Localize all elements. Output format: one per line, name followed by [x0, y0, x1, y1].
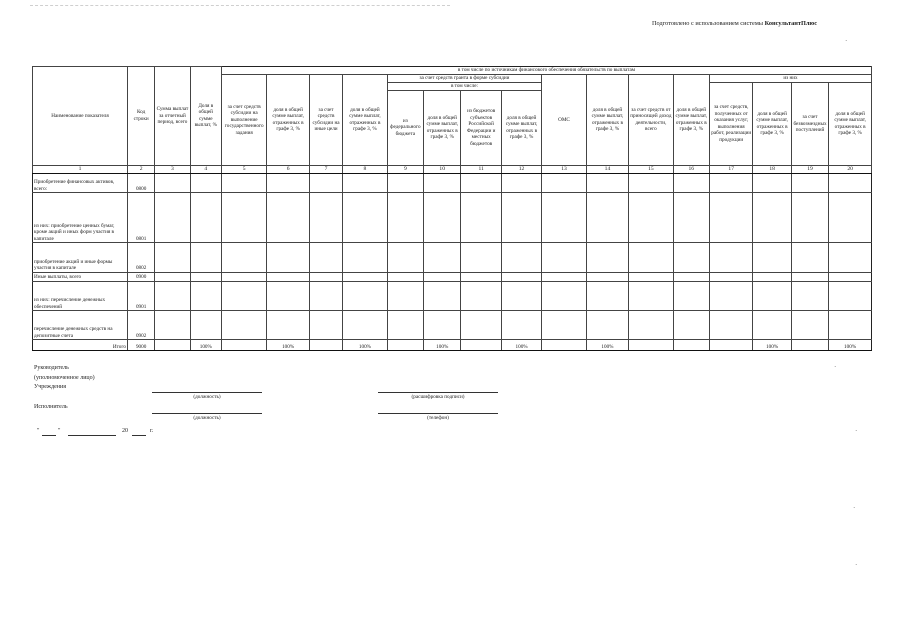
cell	[542, 340, 586, 351]
cell	[709, 340, 752, 351]
position-line-2	[152, 413, 262, 414]
report-table	[32, 66, 872, 351]
cell	[542, 272, 586, 281]
cell	[829, 193, 872, 243]
cell	[461, 174, 501, 193]
stray-mark: ·	[834, 363, 837, 371]
col-number: 20	[829, 165, 872, 173]
cell	[309, 340, 342, 351]
col-number: 14	[586, 165, 628, 173]
col-8-header: доля в общей сумме выплат, отраженных в графе 3, %	[343, 74, 387, 165]
cell	[190, 281, 221, 310]
cell	[343, 174, 387, 193]
cell	[461, 311, 501, 340]
total-pct-col12: 100%	[501, 340, 541, 351]
cell	[155, 272, 190, 281]
date-day-line	[42, 435, 56, 436]
cell	[267, 281, 309, 310]
cell	[753, 272, 791, 281]
cell	[542, 174, 586, 193]
date-quote-close: "	[58, 428, 61, 434]
cell	[542, 193, 586, 243]
cell	[424, 311, 461, 340]
executor-label: Исполнитель	[34, 404, 68, 410]
col-10-header: доля в общей сумме выплат, отраженных в графе 3, %	[424, 90, 461, 165]
cell	[155, 243, 190, 272]
phone-caption: (телефон)	[427, 415, 449, 421]
cell	[709, 174, 752, 193]
cell	[155, 174, 190, 193]
total-pct-col20: 100%	[829, 340, 872, 351]
cell	[791, 174, 828, 193]
cell	[629, 193, 673, 243]
col-number: 11	[461, 165, 501, 173]
cell	[343, 272, 387, 281]
row-code: 0900	[127, 272, 154, 281]
position-caption-2: (должность)	[193, 415, 221, 421]
authorized-label: (уполномоченное лицо)	[34, 375, 95, 381]
top-dashed-line	[30, 5, 450, 6]
total-pct-col8: 100%	[343, 340, 387, 351]
table-row	[33, 311, 872, 340]
cell	[586, 281, 628, 310]
total-pct-col18: 100%	[753, 340, 791, 351]
cell	[753, 311, 791, 340]
cell	[501, 311, 541, 340]
cell	[629, 281, 673, 310]
cell	[343, 281, 387, 310]
row-code: 0901	[127, 281, 154, 310]
cell	[155, 311, 190, 340]
row-name: Приобретение финансовых активов, всего:	[33, 174, 128, 193]
cell	[753, 174, 791, 193]
cell	[221, 281, 266, 310]
cell	[673, 281, 709, 310]
date-month-line	[68, 435, 116, 436]
cell	[629, 340, 673, 351]
row-code: 0800	[127, 174, 154, 193]
cell	[542, 311, 586, 340]
phone-line	[378, 413, 498, 414]
col-13-header: ОМС	[542, 74, 586, 165]
col-number: 19	[791, 165, 828, 173]
cell	[791, 272, 828, 281]
col-number: 18	[753, 165, 791, 173]
cell	[309, 272, 342, 281]
stray-mark: ·	[853, 504, 856, 512]
cell	[343, 311, 387, 340]
date-suffix: г.	[150, 428, 154, 434]
date-year-line	[132, 435, 146, 436]
col-6-header: доля в общей сумме выплат, отраженных в графе 3, %	[267, 74, 309, 165]
cell	[221, 340, 266, 351]
total-pct-col14: 100%	[586, 340, 628, 351]
cell	[829, 281, 872, 310]
cell	[461, 193, 501, 243]
column-numbers-row	[33, 165, 872, 173]
cell	[753, 243, 791, 272]
col-5-header: за счет средств субсидии на выполнение государственного задания	[221, 74, 266, 165]
cell	[309, 243, 342, 272]
row-name: из них: приобретение ценных бумаг, кроме акций и иных форм участия в капитале	[33, 193, 128, 243]
cell	[501, 272, 541, 281]
cell	[190, 193, 221, 243]
col-14-header: доля в общей сумме выплат, отраженных в графе 3, %	[586, 74, 628, 165]
col-name-header: Наименование показателя	[33, 67, 128, 166]
cell	[829, 174, 872, 193]
date-year: 20	[122, 428, 128, 434]
cell	[309, 174, 342, 193]
cell	[221, 272, 266, 281]
cell	[221, 174, 266, 193]
cell	[424, 272, 461, 281]
cell	[190, 272, 221, 281]
table-row	[33, 174, 872, 193]
cell	[753, 193, 791, 243]
total-code: 9000	[127, 340, 154, 351]
cell	[673, 174, 709, 193]
decode-caption: (расшифровка подписи)	[411, 394, 465, 400]
cell	[829, 243, 872, 272]
total-row	[33, 340, 872, 351]
stray-mark: ·	[845, 37, 848, 45]
cell	[586, 174, 628, 193]
cell	[791, 311, 828, 340]
row-code: 0802	[127, 243, 154, 272]
table-row	[33, 193, 872, 243]
cell	[673, 243, 709, 272]
cell	[501, 193, 541, 243]
row-code: 0902	[127, 311, 154, 340]
cell	[155, 193, 190, 243]
col-17-header: за счет средств, полученных от оказания услуг, выполнения работ, реализации продукции	[709, 82, 752, 165]
cell	[586, 311, 628, 340]
cell	[673, 272, 709, 281]
col-code-header: Код строки	[127, 67, 154, 166]
cell	[387, 174, 423, 193]
cell	[424, 243, 461, 272]
cell	[267, 193, 309, 243]
cell	[542, 243, 586, 272]
cell	[629, 311, 673, 340]
stray-mark: ·	[855, 561, 858, 569]
cell	[829, 272, 872, 281]
row-name: приобретение акций и иные формы участия в капитале	[33, 243, 128, 272]
position-line-1	[152, 392, 262, 393]
header-note	[652, 20, 817, 27]
col-18-header: доля в общей сумме выплат, отраженных в графе 3, %	[753, 82, 791, 165]
cell	[155, 281, 190, 310]
col-9-header: из федерального бюджета	[387, 90, 423, 165]
row-name: Иные выплаты, всего	[33, 272, 128, 281]
col-number: 3	[155, 165, 190, 173]
cell	[267, 243, 309, 272]
cell	[709, 243, 752, 272]
total-pct-col4: 100%	[190, 340, 221, 351]
col-number: 13	[542, 165, 586, 173]
total-label: Итого	[33, 340, 128, 351]
col-number: 4	[190, 165, 221, 173]
cell	[387, 311, 423, 340]
cell	[190, 174, 221, 193]
position-caption-1: (должность)	[193, 394, 221, 400]
cell	[387, 340, 423, 351]
cell	[673, 340, 709, 351]
grant-header: за счет средств гранта в форме субсидии	[387, 74, 542, 82]
institution-label: Учреждения	[34, 384, 66, 390]
cell	[387, 243, 423, 272]
cell	[461, 243, 501, 272]
cell	[387, 281, 423, 310]
col-number: 10	[424, 165, 461, 173]
col-7-header: за счет средств субсидии на иные цели	[309, 74, 342, 165]
cell	[709, 193, 752, 243]
cell	[221, 193, 266, 243]
cell	[155, 340, 190, 351]
col-number: 17	[709, 165, 752, 173]
cell	[309, 193, 342, 243]
col-20-header: доля в общей сумме выплат, отраженных в графе 3, %	[829, 82, 872, 165]
cell	[791, 243, 828, 272]
col-12-header: доля в общей сумме выплат, отраженных в графе 3, %	[501, 90, 541, 165]
table-row	[33, 281, 872, 310]
col-11-header: из бюджетов субъектов Российской Федерации и местных бюджетов	[461, 90, 501, 165]
cell	[221, 311, 266, 340]
cell	[501, 174, 541, 193]
cell	[709, 281, 752, 310]
cell	[309, 281, 342, 310]
header-note-text: Подготовлено с использованием системы	[652, 20, 765, 27]
col-number: 1	[33, 165, 128, 173]
cell	[709, 272, 752, 281]
cell	[709, 311, 752, 340]
table-row	[33, 243, 872, 272]
col-16-header: доля в общей сумме выплат, отраженных в графе 3, %	[673, 74, 709, 165]
cell	[791, 281, 828, 310]
cell	[673, 193, 709, 243]
cell	[829, 311, 872, 340]
cell	[461, 281, 501, 310]
col-sum-header: Сумма выплат за отчетный период, всего	[155, 67, 190, 166]
cell	[501, 243, 541, 272]
sources-header: в том числе по источникам финансового обеспечения обязательств по выплатам	[221, 67, 871, 75]
cell	[190, 311, 221, 340]
cell	[267, 311, 309, 340]
cell	[542, 281, 586, 310]
col-number: 12	[501, 165, 541, 173]
cell	[629, 272, 673, 281]
col-number: 9	[387, 165, 423, 173]
cell	[791, 193, 828, 243]
cell	[586, 272, 628, 281]
cell	[586, 243, 628, 272]
cell	[753, 281, 791, 310]
col-15-header: за счет средств от приносящей доход деятельности, всего	[629, 74, 673, 165]
cell	[629, 243, 673, 272]
date-quote-open: "	[37, 428, 40, 434]
col-number: 15	[629, 165, 673, 173]
col-number: 5	[221, 165, 266, 173]
col-number: 6	[267, 165, 309, 173]
cell	[673, 311, 709, 340]
cell	[424, 193, 461, 243]
cell	[343, 193, 387, 243]
cell	[387, 193, 423, 243]
cell	[791, 340, 828, 351]
cell	[629, 174, 673, 193]
cell	[190, 243, 221, 272]
row-name: перечисление денежных средств на депозитные счета	[33, 311, 128, 340]
cell	[461, 340, 501, 351]
decode-line	[378, 392, 498, 393]
total-pct-col10: 100%	[424, 340, 461, 351]
cell	[267, 174, 309, 193]
stray-mark: ·	[855, 427, 858, 435]
cell	[424, 174, 461, 193]
cell	[221, 243, 266, 272]
col-19-header: за счет безвозмездных поступлений	[791, 82, 828, 165]
row-code: 0801	[127, 193, 154, 243]
col-number: 7	[309, 165, 342, 173]
col-number: 2	[127, 165, 154, 173]
head-label: Руководитель	[34, 365, 69, 371]
header-note-brand: КонсультантПлюс	[764, 20, 818, 27]
col-share-header: Доля в общей сумме выплат, %	[190, 67, 221, 166]
incl-header: в том числе:	[387, 82, 542, 90]
cell	[267, 272, 309, 281]
row-name: из них: перечисление денежных обеспечений	[33, 281, 128, 310]
from-them-header: из них	[709, 74, 871, 82]
cell	[309, 311, 342, 340]
cell	[501, 281, 541, 310]
cell	[424, 281, 461, 310]
table-row	[33, 272, 872, 281]
cell	[586, 193, 628, 243]
cell	[387, 272, 423, 281]
col-number: 16	[673, 165, 709, 173]
cell	[343, 243, 387, 272]
cell	[461, 272, 501, 281]
col-number: 8	[343, 165, 387, 173]
total-pct-col6: 100%	[267, 340, 309, 351]
